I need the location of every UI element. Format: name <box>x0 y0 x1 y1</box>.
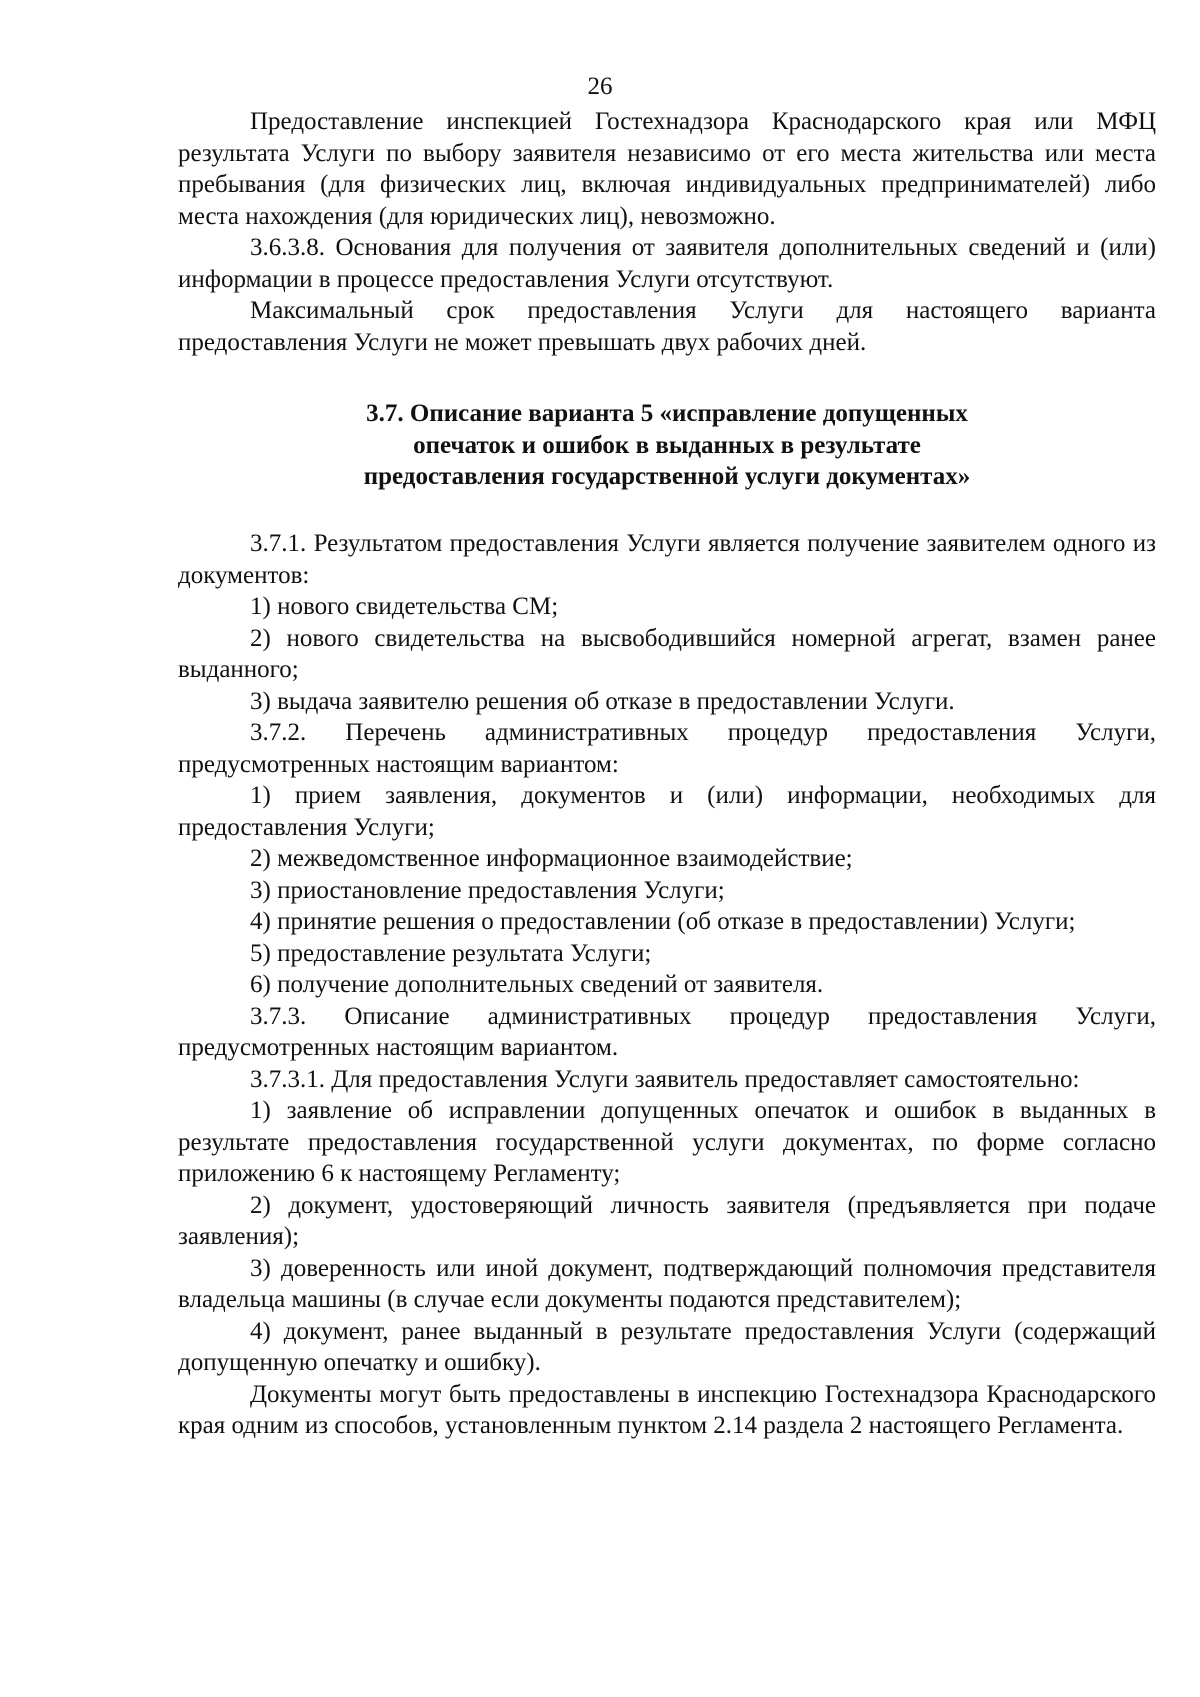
paragraph: 3.7.2. Перечень административных процедур предоставления Услуги, предусмотренных настоящим вариантом: <box>178 719 1156 778</box>
paragraph: 3.7.1. Результатом предоставления Услуги является получение заявителем одного из документов: <box>178 530 1156 589</box>
paragraph: 3.6.3.8. Основания для получения от заявителя дополнительных сведений и (или) информации в процессе предоставления Услуги отсутствуют. <box>178 234 1156 293</box>
list-item: 2) документ, удостоверяющий личность заявителя (предъявляется при подаче заявления); <box>178 1191 1156 1250</box>
list-item: 3) доверенность или иной документ, подтверждающий полномочия представителя владельца машины (в случае если документы подаются представителем); <box>178 1254 1156 1313</box>
heading-line: опечаток и ошибок в выданных в результате <box>413 431 921 459</box>
intro-text <box>178 106 1156 358</box>
list-item: 6) получение дополнительных сведений от заявителя. <box>250 971 824 998</box>
heading-line: предоставления государственной услуги документах» <box>363 463 971 490</box>
list-item: 3) приостановление предоставления Услуги; <box>250 876 725 904</box>
paragraph: 3.7.3.1. Для предоставления Услуги заявитель предоставляет самостоятельно: <box>250 1065 1080 1093</box>
paragraph: Предоставление инспекцией Гостехнадзора Краснодарского края или МФЦ результата Услуги по выбору заявителя независимо от его места жительства или места пребывания (для физических лиц, включая индивидуальных предпринимателей) либо места нахождения (для юридических лиц), невозможно. <box>178 108 1156 230</box>
list-item: 3) выдача заявителю решения об отказе в предоставлении Услуги. <box>250 687 955 715</box>
list-item: 5) предоставление результата Услуги; <box>250 939 652 967</box>
paragraph: Документы могут быть предоставлены в инспекцию Гостехнадзора Краснодарского края одним из способов, установленным пунктом 2.14 раздела 2 настоящего Регламента. <box>178 1380 1156 1439</box>
list-item: 1) нового свидетельства СМ; <box>250 593 559 620</box>
list-item: 4) документ, ранее выданный в результате предоставления Услуги (содержащий допущенную опечатку и ошибку). <box>178 1317 1156 1376</box>
list-item: 1) заявление об исправлении допущенных опечаток и ошибок в выданных в результате предоставления государственной услуги документах, по форме согласно приложению 6 к настоящему Регламенту; <box>178 1097 1156 1187</box>
section-body <box>178 528 1156 1442</box>
paragraph: 3.7.3. Описание административных процедур предоставления Услуги, предусмотренных настоящим вариантом. <box>178 1002 1156 1061</box>
paragraph: Максимальный срок предоставления Услуги для настоящего варианта предоставления Услуги не может превышать двух рабочих дней. <box>178 297 1156 356</box>
list-item: 4) принятие решения о предоставлении (об отказе в предоставлении) Услуги; <box>250 908 1076 935</box>
heading-line: 3.7. Описание варианта 5 «исправление допущенных <box>366 400 968 427</box>
list-item: 2) межведомственное информационное взаимодействие; <box>250 845 853 872</box>
page-number: 26 <box>587 73 613 100</box>
list-item: 1) прием заявления, документов и (или) информации, необходимых для предоставления Услуги; <box>178 782 1156 841</box>
list-item: 2) нового свидетельства на высвободившийся номерной агрегат, взамен ранее выданного; <box>178 624 1156 683</box>
section-heading <box>178 398 1156 493</box>
